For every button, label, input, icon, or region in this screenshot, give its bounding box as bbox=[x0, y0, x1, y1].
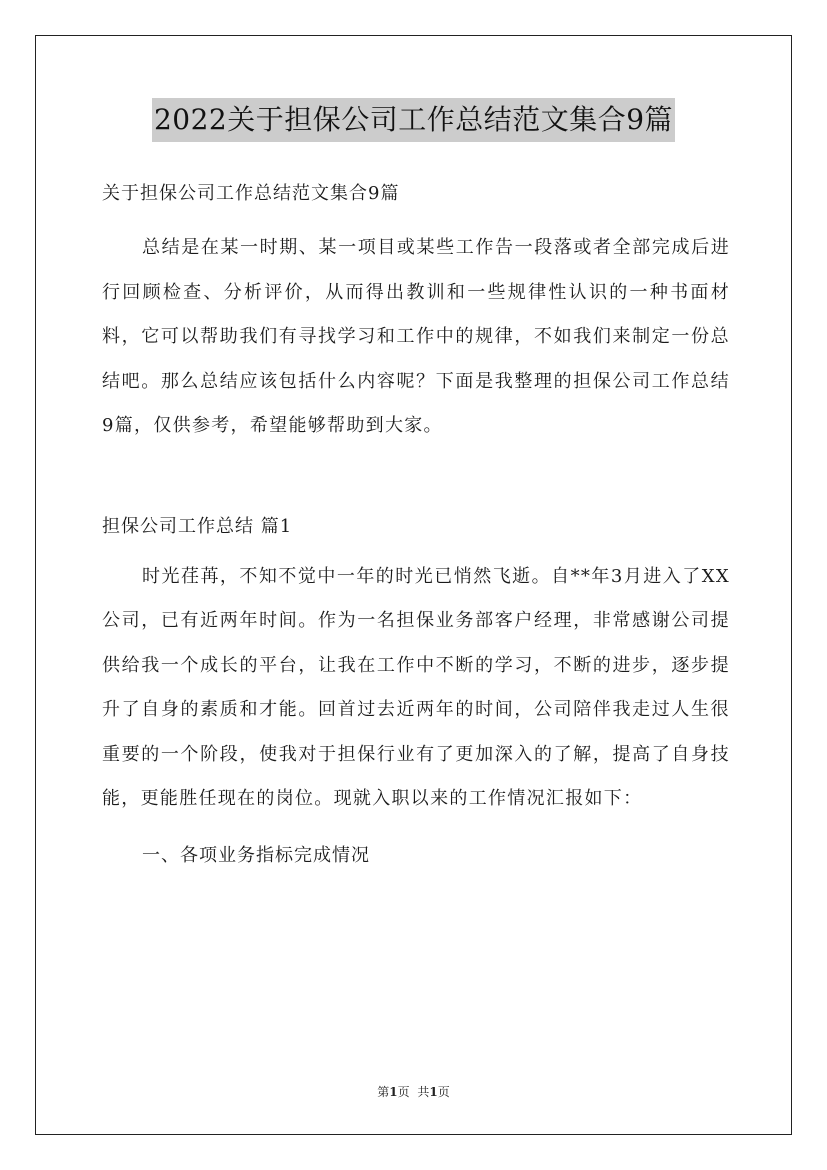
page-footer bbox=[0, 1083, 827, 1100]
document-subtitle: 关于担保公司工作总结范文集合9篇 bbox=[102, 183, 400, 204]
total-prefix: 共 bbox=[417, 1085, 430, 1099]
list-item-heading: 一、各项业务指标完成情况 bbox=[142, 844, 370, 866]
total-suffix: 页 bbox=[437, 1085, 450, 1099]
section-paragraph: 时光荏苒，不知不觉中一年的时光已悄然飞逝。自**年3月进入了XX公司，已有近两年时间。作为一名担保业务部客户经理，非常感谢公司提供给我一个成长的平台，让我在工作中不断的学习，不断的进步，逐步提升了自身的素质和才能。回首过去近两年的时间，公司陪伴我走过人生很重要的一个阶段，使我对于担保行业有了更加深入的了解，提高了自身技能，更能胜任现在的岗位。现就入职以来的工作情况汇报如下： bbox=[102, 565, 730, 809]
section-heading: 担保公司工作总结 篇1 bbox=[102, 515, 293, 537]
document-body bbox=[102, 172, 730, 878]
document-title: 2022关于担保公司工作总结范文集合9篇 bbox=[152, 98, 675, 142]
page-suffix: 页 bbox=[397, 1085, 410, 1099]
page-prefix: 第 bbox=[377, 1085, 390, 1099]
total-pages: 1 bbox=[429, 1085, 438, 1099]
title-wrap bbox=[0, 98, 827, 142]
intro-paragraph: 总结是在某一时期、某一项目或某些工作告一段落或者全部完成后进行回顾检查、分析评价，从而得出教训和一些规律性认识的一种书面材料，它可以帮助我们有寻找学习和工作中的规律，不如我们来制定一份总结吧。那么总结应该包括什么内容呢？下面是我整理的担保公司工作总结9篇，仅供参考，希望能够帮助到大家。 bbox=[102, 237, 730, 436]
page-number: 1 bbox=[389, 1085, 398, 1099]
